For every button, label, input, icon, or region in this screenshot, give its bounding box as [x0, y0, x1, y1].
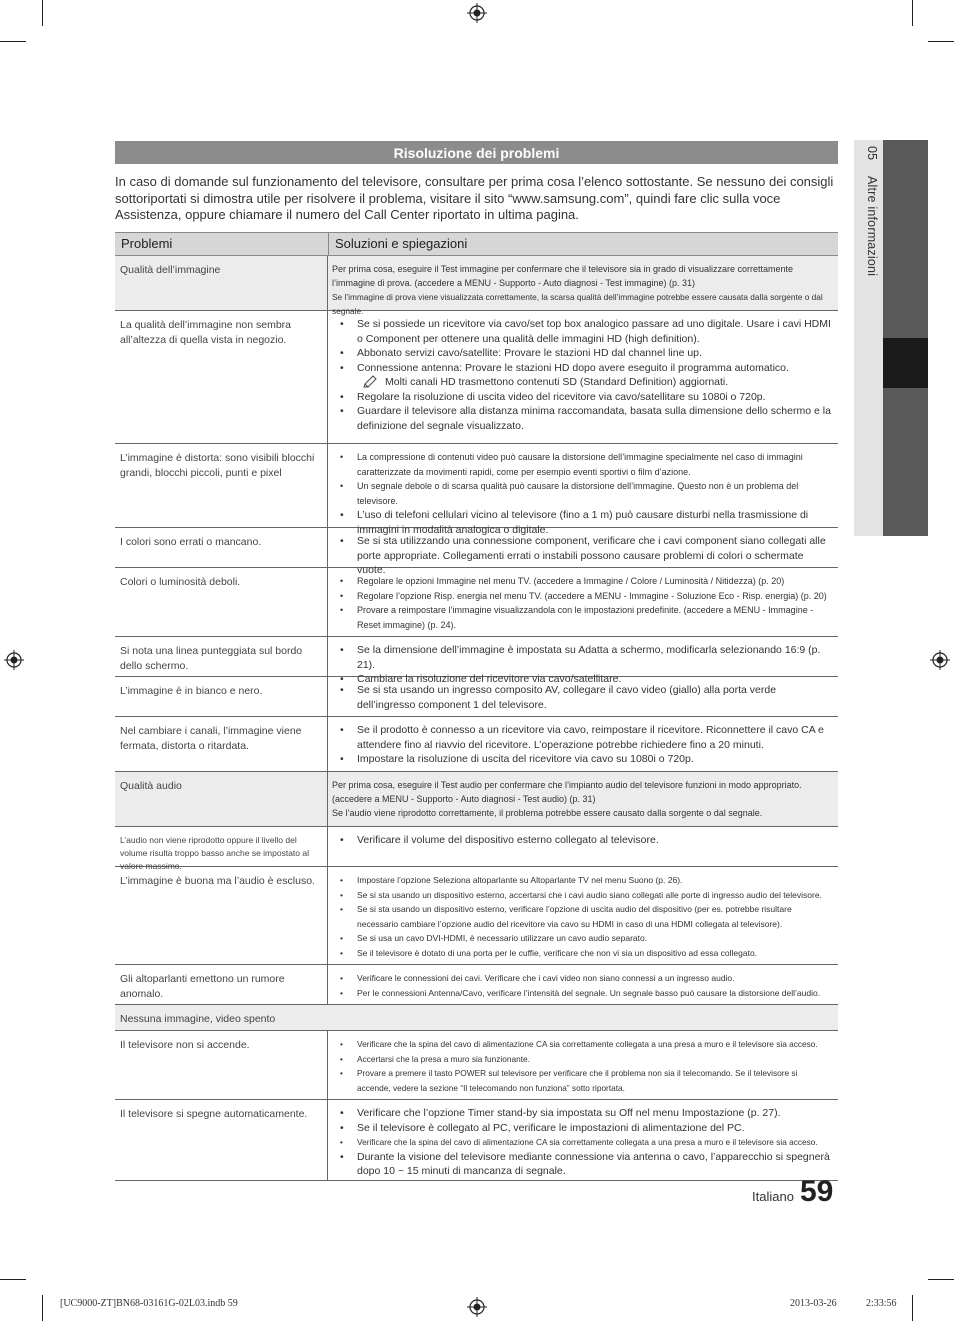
print-date: 2013-03-26 — [790, 1298, 837, 1309]
problem-cell: Si nota una linea punteggiata sul bordo dello schermo. — [115, 637, 328, 676]
solution-item: • Guardare il televisore alla distanza minima raccomandata, basata sulla dimensione dello schermo e la definizione del segnale visualizzato. — [332, 404, 832, 433]
table-row — [115, 444, 838, 536]
problem-cell: Il televisore si spegne automaticamente. — [115, 1100, 328, 1180]
problem-cell: Colori o luminosità deboli. — [115, 568, 328, 636]
column-header-problems: Problemi — [115, 233, 329, 255]
table-row — [115, 528, 838, 576]
solution-item: • L’uso di telefoni cellulari vicino al televisore (fino a 1 m) può causare disturbi nella trasmissione di immagini in modalità analogica o digitale. — [332, 508, 832, 537]
problem-cell: Qualità dell’immagine — [115, 256, 328, 310]
solution-text: Se l’audio viene riprodotto correttamente, il problema potrebbe essere causato dalla sorgente o dal segnale. — [332, 808, 763, 818]
table-row — [115, 256, 838, 316]
note-pencil-icon — [362, 375, 378, 389]
problem-cell: Qualità audio — [115, 772, 328, 826]
solution-item: • Cambiare la risoluzione del ricevitore via cavo/satellitare. — [332, 672, 832, 687]
solution-item: • Abbonato servizi cavo/satellite: Provare le stazioni HD dal channel line up. — [332, 346, 832, 361]
table-row — [115, 677, 838, 717]
problem-cell: La qualità dell’immagine non sembra all’altezza di quella vista in negozio. — [115, 311, 328, 443]
solution-text: Per prima cosa, eseguire il Test audio per confermare che l’impianto audio del televisore funzioni in modo appropriato. (accedere a MENU - Supporto - Auto diagnosi - Test audio) (p. 31) — [332, 780, 802, 804]
solution-item: • Se il prodotto è connesso a un ricevitore via cavo, reimpostare il ricevitore. Riconnettere il cavo CA e attendere fino al riavvio del ricevitore. L’operazione potrebbe richiedere fino a 20 minuti. — [332, 723, 832, 752]
solution-item: • Se il televisore è collegato al PC, verificare le impostazioni di alimentazione del PC. — [332, 1121, 832, 1136]
solution-cell — [328, 637, 838, 685]
solution-cell — [328, 717, 838, 771]
solution-item: • Connessione antenna: Provare le stazioni HD dopo avere eseguito il programma automatico. — [332, 361, 832, 376]
solution-item: • Verificare che la spina del cavo di alimentazione CA sia correttamente collegata a una presa a muro e il televisore sia acceso. — [332, 1037, 832, 1052]
registration-mark-icon — [467, 1297, 487, 1317]
table-row — [115, 717, 838, 772]
print-time: 2:33:56 — [866, 1298, 897, 1309]
solution-item: • La compressione di contenuti video può causare la distorsione dell’immagine specialmente nel caso di immagini caratterizzate da movimenti rapidi, come per esempio eventi sportivi o film d’azione. — [332, 450, 832, 479]
chapter-label — [857, 146, 879, 386]
note-item — [332, 375, 832, 390]
solution-item: • Regolare l’opzione Risp. energia nel menu TV. (accedere a MENU - Immagine - Soluzione Eco - Risp. energia) (p. 20) — [332, 589, 832, 604]
table-row — [115, 637, 838, 685]
solution-item: • Impostare la risoluzione di uscita del ricevitore via cavo su 1080i o 720p. — [332, 752, 832, 767]
solution-cell — [328, 528, 838, 576]
solution-cell — [328, 772, 838, 826]
solution-cell — [328, 256, 838, 316]
solution-text: Se l’immagine di prova viene visualizzata correttamente, la scarsa qualità dell’immagine potrebbe essere causata dalla sorgente o dal segnale. — [332, 292, 823, 316]
chapter-title: Altre informazioni — [865, 176, 879, 277]
solution-item: • Se si possiede un ricevitore via cavo/set top box analogico passare ad uno digitale. Usare i cavi HDMI o Component per ottenere una qualità delle immagini HD (high definition). — [332, 317, 832, 346]
solution-item: • Provare a reimpostare l’immagine visualizzandola con le impostazioni predefinite. (accedere a MENU - Immagine - Reset immagine) (p. 24). — [332, 603, 832, 632]
solution-item: • Durante la visione del televisore mediante connessione via antenna o cavo, l’apparecchio si spegnerà dopo 10 ~ 15 minuti di mancanza di segnale. — [332, 1150, 832, 1179]
side-tab-marker — [883, 338, 928, 388]
solution-cell — [328, 965, 838, 1004]
solution-cell — [328, 677, 838, 716]
solution-item: • Regolare le opzioni Immagine nel menu TV. (accedere a Immagine / Colore / Luminosità / Nitidezza) (p. 20) — [332, 574, 832, 589]
table-row — [115, 867, 838, 965]
solution-item: • Se si sta utilizzando una connessione component, verificare che i cavi component siano collegati alle porte appropriate. Collegamenti errati o instabili possono causare problemi di colori o schermate vuote. — [332, 534, 832, 578]
solution-item: • Provare a premere il tasto POWER sul televisore per verificare che il problema non sia il telecomando. Se il televisore si accende, vedere la sezione “Il telecomando non funziona” sotto riportata. — [332, 1066, 832, 1095]
solution-item: • Un segnale debole o di scarsa qualità può causare la distorsione dell’immagine. Questo non è un problema del televisore. — [332, 479, 832, 508]
problem-cell: L’immagine è distorta: sono visibili blocchi grandi, blocchi piccoli, punti e pixel — [115, 444, 328, 527]
table-row — [115, 568, 838, 637]
solution-item: • Verificare le connessioni dei cavi. Verificare che i cavi video non siano connessi a un ingresso audio. — [332, 971, 832, 986]
solution-item: • Impostare l’opzione Seleziona altoparlante su Altoparlante TV nel menu Suono (p. 26). — [332, 873, 832, 888]
print-file-info: [UC9000-ZT]BN68-03161G-02L03.indb 59 — [60, 1298, 238, 1309]
problem-cell: I colori sono errati o mancano. — [115, 528, 328, 567]
solution-cell — [328, 568, 838, 636]
solution-item: • Se si sta usando un dispositivo esterno, verificare l’opzione di uscita audio del dispositivo (per es. potrebbe risultare necessario cambiare l’opzione audio del ricevitore via cavo su HDMI in caso di una HDMI collegata al televisore). — [332, 902, 832, 931]
solution-text: Per prima cosa, eseguire il Test immagine per confermare che il televisore sia in grado di visualizzare correttamente l’immagine di prova. (accedere a MENU - Supporto - Auto diagnosi - Test immagine) (p. 31) — [332, 264, 794, 288]
solution-cell — [328, 827, 838, 866]
solution-item: • Regolare la risoluzione di uscita video del ricevitore via cavo/satellitare su 1080i o 720p. — [332, 390, 832, 405]
troubleshooting-table — [115, 232, 838, 1181]
solution-item: • Verificare il volume del dispositivo esterno collegato al televisore. — [332, 833, 832, 848]
solution-item: • Se il televisore è dotato di una porta per le cuffie, verificare che non vi sia un dispositivo ad essa collegato. — [332, 946, 832, 961]
registration-mark-icon — [4, 650, 24, 670]
section-title: Risoluzione dei problemi — [115, 141, 838, 164]
table-row — [115, 1031, 838, 1100]
solution-cell — [328, 1100, 838, 1180]
problem-cell: L’immagine è in bianco e nero. — [115, 677, 328, 716]
table-row — [115, 965, 838, 1005]
problem-cell: Nel cambiare i canali, l’immagine viene fermata, distorta o ritardata. — [115, 717, 328, 771]
problem-cell: L’immagine è buona ma l’audio è escluso. — [115, 867, 328, 964]
solution-item: • Se si usa un cavo DVI-HDMI, è necessario utilizzare un cavo audio separato. — [332, 931, 832, 946]
solution-item: • Accertarsi che la presa a muro sia funzionante. — [332, 1052, 832, 1067]
registration-mark-icon — [467, 3, 487, 23]
solution-item: • Per le connessioni Antenna/Cavo, verificare l’intensità del segnale. Un segnale basso può causare la distorsione dell’audio. — [332, 986, 832, 1001]
note-text: Molti canali HD trasmettono contenuti SD (Standard Definition) aggiornati. — [385, 376, 729, 388]
problem-cell: Gli altoparlanti emettono un rumore anomalo. — [115, 965, 328, 1004]
registration-mark-icon — [930, 650, 950, 670]
column-header-solutions: Soluzioni e spiegazioni — [335, 236, 468, 251]
chapter-number: 05 — [865, 146, 879, 161]
footer-language: Italiano — [752, 1189, 794, 1204]
problem-cell: Il televisore non si accende. — [115, 1031, 328, 1099]
subheader-cell: Nessuna immagine, video spento — [120, 1013, 276, 1025]
solution-cell — [328, 867, 838, 964]
solution-item: • Se la dimensione dell’immagine è impostata su Adatta a schermo, modificarla selezionando 16:9 (p. 21). — [332, 643, 832, 672]
solution-item: • Se si sta usando un dispositivo esterno, accertarsi che i cavi audio siano collegati alle porte di ingresso audio del televisore. — [332, 888, 832, 903]
solution-item: • Se si sta usando un ingresso composito AV, collegare il cavo video (giallo) alla porta verde dell’ingresso component 1 del televisore. — [332, 683, 832, 712]
table-row — [115, 311, 838, 444]
solution-cell — [328, 1031, 838, 1099]
solution-cell — [328, 444, 838, 536]
intro-paragraph: In caso di domande sul funzionamento del televisore, consultare per prima cosa l’elenco sottostante. Se nessuno dei consigli sottoriportati si dimostra utile per risolvere il problema, visitare il sito “www.samsung.com”, quindi fare clic sulla voce Assistenza, oppure chiamare il numero del Call Center riportato in ultima pagina. — [115, 174, 834, 222]
table-row — [115, 1100, 838, 1181]
table-row-subheader — [115, 1005, 838, 1031]
table-header — [115, 232, 838, 256]
problem-cell: L’audio non viene riprodotto oppure il livello del volume risulta troppo basso anche se impostato al valore massimo. — [115, 827, 328, 866]
table-row — [115, 827, 838, 871]
solution-item: • Verificare che la spina del cavo di alimentazione CA sia correttamente collegata a una presa a muro e il televisore sia acceso. — [332, 1135, 832, 1150]
solution-cell — [328, 311, 838, 443]
page-number: 59 — [800, 1175, 834, 1208]
table-row — [115, 772, 838, 827]
solution-item: • Verificare che l’opzione Timer stand-by sia impostata su Off nel menu Impostazione (p. 27). — [332, 1106, 832, 1121]
